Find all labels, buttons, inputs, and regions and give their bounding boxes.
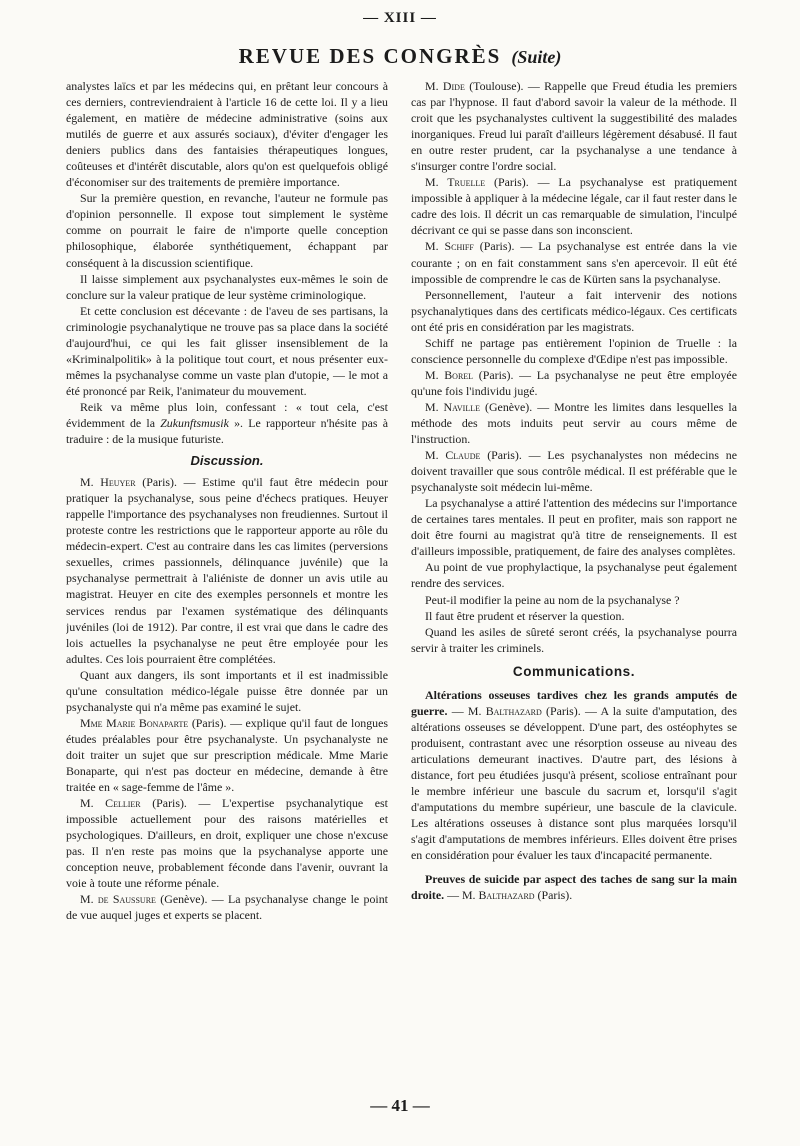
left-column <box>66 78 388 1090</box>
paragraph: La psychanalyse a attiré l'attention des médecins sur l'importance de certaines tares mentales. Il peut en profiter, mais son rapport ne doit être fourni au magistrat qu'à titre de renseignements. Il est d'ailleurs impossible, pratiquement, de faire des analyses complètes. <box>411 496 737 559</box>
paragraph <box>411 238 737 286</box>
paragraph: Quand les asiles de sûreté seront créés, la psychanalyse pourra servir à traiter les criminels. <box>411 624 737 655</box>
speaker-name: M. Naville <box>425 399 480 414</box>
communications-heading: Communications. <box>512 663 636 679</box>
communication-title: Altérations osseuses tardives chez les grands amputés de guerre. <box>411 687 737 718</box>
text-run: (Genève). — La psychanalyse change le point de vue auquel juges et experts se placent. <box>66 892 388 923</box>
paragraph: Personnellement, l'auteur a fait intervenir des notions psychanalytiques dans des certificats médico-légaux. Ces certificats ont été pris en considération par les magistrats. <box>411 287 737 334</box>
paragraph <box>411 367 737 399</box>
speaker-name: — M. Balthazard <box>444 888 535 903</box>
paragraph: Schiff ne partage pas entièrement l'opinion de Truelle : la conscience personnelle du complexe d'Œdipe n'est pas impossible. <box>411 335 737 366</box>
paragraph: Et cette conclusion est décevante : de l'aveu de ses partisans, la criminologie psychanalytique ne trouve pas sa place dans la société d'aujourd'hui, ce qui les fait glisser insensiblement de la «Kriminalpolitik» à la politique tout court, et nous présenter eux-mêmes la psychanalyse comme un vaste plan d'utopie, — le mot a été prononcé par Reik, l'animateur du mouvement. <box>66 303 388 398</box>
text-run: (Paris). — L'expertise psychanalytique est impossible actuellement pour des raisons matérielles et psychologiques. D'ailleurs, en droit, expliquer une chose n'excuse pas. Il n'en reste pas moins que la psychanalyse apporte une conception neuve, probablement féconde dans l'avenir, ouvrant la voie à toute une réforme pénale. <box>66 796 388 891</box>
text-run: Reik va même plus loin, confessant : « tout cela, c'est évidemment de la <box>66 399 388 430</box>
text-run: (Paris). <box>534 888 573 903</box>
speaker-name: M. Truelle <box>425 175 486 190</box>
page-number: — 41 — <box>370 1096 430 1115</box>
paragraph <box>411 399 737 447</box>
section-roman-numeral: — XIII — <box>363 10 437 26</box>
paragraph: Peut-il modifier la peine au nom de la psychanalyse ? <box>425 592 680 607</box>
speaker-name: M. Schiff <box>425 239 474 254</box>
text-run: (Paris). — La psychanalyse ne peut être employée qu'une fois l'individu jugé. <box>411 367 737 398</box>
text-run: ». Le rapporteur n'hésite pas à traduire : de la musique futuriste. <box>66 415 388 447</box>
discussion-heading: Discussion. <box>190 453 264 469</box>
speaker-name: M. Heuyer <box>80 475 136 490</box>
paragraph <box>66 715 388 795</box>
title-suite: (Suite) <box>511 47 562 67</box>
paragraph: analystes laïcs et par les médecins qui, en prêtant leur concours à ces derniers, contreviendraient à l'article 16 de cette loi. Il y a lieu également, en matière de médecine administrative (soins aux mutilés de guerre et aux assurés sociaux), d'éviter d'engager les deniers publics dans des fantaisies thérapeutiques longues, coûteuses et d'intérêt discutable, alors qu'on est quelquefois obligé d'économiser sur des traitements de première importance. <box>66 79 388 190</box>
right-column <box>411 78 737 1090</box>
text-run: (Paris). — La psychanalyse est entrée dans la vie courante ; on en fait constamment sans s'en apercevoir. Il eût été impossible de comprendre le cas de Kürten sans la psychanalyse. <box>411 239 737 286</box>
text-run: (Paris). — explique qu'il faut de longues études préalables pour être psychanalyste. Un psychanalyste ne doit traiter un sujet que sur prescription médicale. Mme Marie Bonaparte, qui n'est pas docteur en médecine, demande à être traitée en « sage-femme de l'âme ». <box>66 715 388 795</box>
text-run: (Genève). — Montre les limites dans lesquelles la méthode des mots induits peut servir au cours même de l'instruction. <box>411 399 737 447</box>
text-run: (Paris). — Estime qu'il faut être médecin pour pratiquer la psychanalyse, sous peine d'échecs pratiques. Heuyer rappelle l'importance des psychanalyses non freudiennes. Surtout il proteste contre les restrictions que le rapporteur apporte au rôle du médecin-expert. C'est au contraire dans les cas limites (perversions sexuelles, crimes passionnels, délinquance juvénile) que la psychanalyse permettrait à l'aliéniste de donner un avis utile au magistrat. Heuyer en cite des exemples personnels et montre les services rendus par l'examen systématique des délinquants juvéniles (loi de 1912). Par contre, il est vrai que dans le cadre des lois actuelles la psychanalyse ne peut être employée pour les adultes. Ces lois pourraient être complétées. <box>66 475 388 666</box>
paragraph <box>411 174 737 238</box>
speaker-name: M. de Saussure <box>80 892 156 907</box>
paragraph <box>411 871 737 903</box>
speaker-name: — M. Balthazard <box>447 703 542 718</box>
paragraph <box>66 891 388 923</box>
paragraph: Il laisse simplement aux psychanalystes eux-mêmes le soin de conclure sur la valeur pratique de leur système criminologique. <box>66 271 388 302</box>
text-run: (Paris). — Les psychanalystes non médecins ne doivent travailler que sous contrôle médical. Il est préférable que le psychanalyste soit médecin lui-même. <box>411 448 737 495</box>
paragraph <box>66 795 388 891</box>
paragraph: Sur la première question, en revanche, l'auteur ne formule pas d'opinion personnelle. Il expose tout simplement le système comme on pourrait le faire de n'importe quelle conception philosophique, élaborée synthétiquement, échappant par conséquent à la discussion scientifique. <box>66 191 388 270</box>
text-run: (Paris). — A la suite d'amputation, des altérations osseuses se développent. D'une part, des ostéophytes se produisent, contrastant avec une résorption osseuse au niveau des articulations demeurant inactives. D'autre part, des lésions à distance, fort peu étudiées jusqu'à présent, scoliose entraînant pour le membre inférieur une bascule du sacrum et, lorsqu'il s'agit d'amputations du membre supérieur, une bascule de la clavicule. Les altérations osseuses à distance sont plus marquées lorsqu'il s'agit d'amputations de membres inférieurs. Elles doivent être prises en considération pour évaluer les taux d'incapacité permanente. <box>411 703 737 863</box>
speaker-name: M. Claude <box>425 448 481 463</box>
communication-title: Preuves de suicide par aspect des taches de sang sur la main droite. <box>411 872 737 903</box>
paragraph <box>66 474 388 667</box>
speaker-name: Mme Marie Bonaparte <box>80 715 189 730</box>
paragraph: Quant aux dangers, ils sont importants et il est inadmissible qu'une consultation médico-légale puisse être donnée par un psychanalyste qui n'a même pas examiné le sujet. <box>66 667 388 714</box>
paragraph <box>66 399 388 447</box>
paragraph <box>411 447 737 495</box>
paragraph <box>411 687 737 864</box>
text-run: (Paris). — La psychanalyse est pratiquement impossible à appliquer à la médecine légale, car il faut rester dans le cadre des lois. Il décrit un cas remarquable de simulation, l'inculpé décrivant ce qui se passe dans son inconscient. <box>411 175 737 238</box>
text-run: (Toulouse). — Rappelle que Freud étudia les premiers cas par l'hypnose. Il faut d'abord savoir la valeur de la méthode. Il croit que les psychanalystes cultivent la suggestibilité des malades inorganiques. Freud lui paraît d'ailleurs légèrement désabusé. Il faut en outre rester prudent, car la psychanalyse a une tendance à s'insurger contre l'ordre social. <box>411 79 737 174</box>
speaker-name: M. Dide <box>425 79 465 93</box>
italic-term: Zukunftsmusik <box>160 415 229 430</box>
journal-title: REVUE DES CONGRÈS <box>238 44 502 68</box>
page-title <box>0 44 800 69</box>
paragraph: Il faut être prudent et réserver la question. <box>425 608 625 623</box>
paragraph <box>411 78 737 174</box>
paragraph: Au point de vue prophylactique, la psychanalyse peut également rendre des services. <box>411 560 737 591</box>
speaker-name: M. Borel <box>425 367 474 382</box>
speaker-name: M. Cellier <box>80 796 141 811</box>
